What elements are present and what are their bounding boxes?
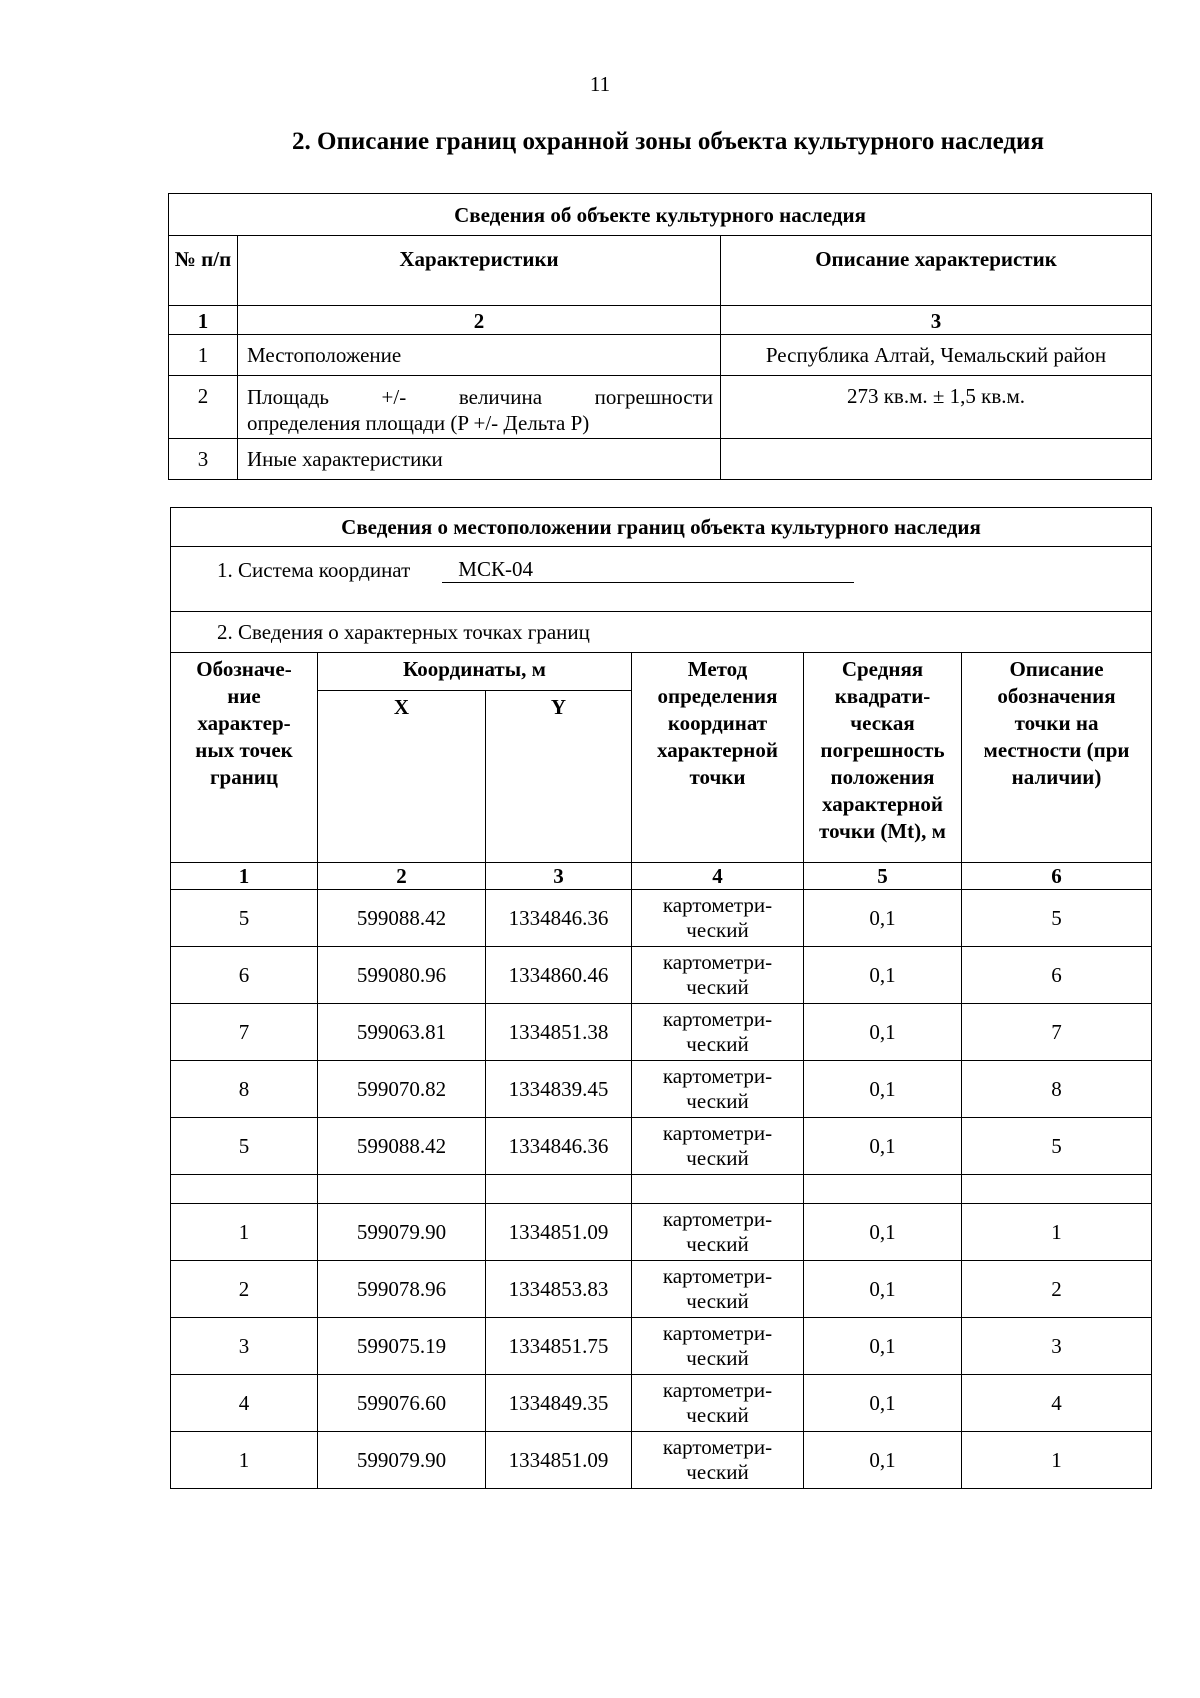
header-x: X (318, 691, 486, 863)
location-table-caption: Сведения о местоположении границ объекта культурного наследия (171, 508, 1152, 547)
error-value: 0,1 (804, 1004, 962, 1061)
coord-system-cell (171, 547, 1152, 612)
coord-system-value: МСК-04 (442, 557, 854, 583)
error-value: 0,1 (804, 1261, 962, 1318)
coord-x: 599080.96 (318, 947, 486, 1004)
characteristic-name: Местоположение (238, 335, 721, 376)
method-cell: картометри- ческий (632, 1004, 804, 1061)
row-number: 3 (169, 439, 238, 480)
points-label: 2. Сведения о характерных точках границ (171, 612, 1152, 653)
header-point-description: Описание обозначения точки на местности (при наличии) (962, 653, 1152, 863)
table-row (171, 1261, 1152, 1318)
name-word: величина (458, 385, 543, 409)
point-description: 2 (962, 1261, 1152, 1318)
method-cell: картометри- ческий (632, 1432, 804, 1489)
table-row (171, 1204, 1152, 1261)
coord-x: 599079.90 (318, 1204, 486, 1261)
characteristic-name (238, 376, 721, 439)
header-coordinates: Координаты, м (318, 653, 632, 691)
point-description: 5 (962, 1118, 1152, 1175)
object-info-table (168, 193, 1152, 480)
coord-y: 1334851.38 (486, 1004, 632, 1061)
point-id: 5 (171, 890, 318, 947)
section-heading: 2. Описание границ охранной зоны объекта культурного наследия (292, 128, 1044, 155)
coord-y: 1334846.36 (486, 1118, 632, 1175)
point-id: 4 (171, 1375, 318, 1432)
method-cell: картометри- ческий (632, 947, 804, 1004)
coord-y: 1334853.83 (486, 1261, 632, 1318)
name-line: определения площади (P +/- Дельта P) (247, 411, 590, 435)
name-word: погрешности (594, 385, 713, 409)
coord-y: 1334851.09 (486, 1204, 632, 1261)
name-word: +/- (381, 385, 407, 409)
name-word: Площадь (247, 385, 329, 409)
point-description: 5 (962, 890, 1152, 947)
method-cell: картометри- ческий (632, 1204, 804, 1261)
table-row (171, 947, 1152, 1004)
point-id: 8 (171, 1061, 318, 1118)
header-designation: Обозначе- ние характер- ных точек границ (171, 653, 318, 863)
point-id: 5 (171, 1118, 318, 1175)
point-id: 6 (171, 947, 318, 1004)
error-value: 0,1 (804, 947, 962, 1004)
coord-x: 599079.90 (318, 1432, 486, 1489)
header-characteristics: Характеристики (238, 236, 721, 306)
point-description: 6 (962, 947, 1152, 1004)
index-cell: 1 (169, 306, 238, 335)
index-cell: 2 (238, 306, 721, 335)
method-cell: картометри- ческий (632, 890, 804, 947)
characteristic-value: Республика Алтай, Чемальский район (721, 335, 1152, 376)
point-description: 1 (962, 1204, 1152, 1261)
index-cell: 2 (318, 863, 486, 890)
page-number: 11 (589, 72, 611, 96)
index-cell: 3 (721, 306, 1152, 335)
method-cell: картометри- ческий (632, 1375, 804, 1432)
index-cell: 5 (804, 863, 962, 890)
characteristic-value (721, 439, 1152, 480)
table-row (169, 439, 1152, 480)
error-value: 0,1 (804, 1375, 962, 1432)
error-value: 0,1 (804, 1432, 962, 1489)
header-method: Метод определения координат характерной точки (632, 653, 804, 863)
table-row (171, 1061, 1152, 1118)
point-description: 1 (962, 1432, 1152, 1489)
point-description: 7 (962, 1004, 1152, 1061)
index-cell: 6 (962, 863, 1152, 890)
location-table (170, 507, 1152, 1489)
header-num: № п/п (169, 236, 238, 306)
table-row (171, 1432, 1152, 1489)
characteristic-name: Иные характеристики (238, 439, 721, 480)
method-cell: картометри- ческий (632, 1318, 804, 1375)
row-number: 1 (169, 335, 238, 376)
coord-x: 599063.81 (318, 1004, 486, 1061)
coord-y: 1334839.45 (486, 1061, 632, 1118)
point-id: 7 (171, 1004, 318, 1061)
point-id: 1 (171, 1204, 318, 1261)
error-value: 0,1 (804, 1318, 962, 1375)
header-error: Средняя квадрати- ческая погрешность положения характерной точки (Mt), м (804, 653, 962, 863)
point-id: 2 (171, 1261, 318, 1318)
header-y: Y (486, 691, 632, 863)
table-row (169, 376, 1152, 439)
table-row (171, 1118, 1152, 1175)
separator-row (171, 1175, 1152, 1204)
method-cell: картометри- ческий (632, 1061, 804, 1118)
point-description: 3 (962, 1318, 1152, 1375)
error-value: 0,1 (804, 1061, 962, 1118)
index-cell: 1 (171, 863, 318, 890)
coord-x: 599070.82 (318, 1061, 486, 1118)
table-row (171, 1004, 1152, 1061)
coord-y: 1334851.09 (486, 1432, 632, 1489)
coord-y: 1334849.35 (486, 1375, 632, 1432)
table-row (171, 1318, 1152, 1375)
point-id: 1 (171, 1432, 318, 1489)
characteristic-value: 273 кв.м. ± 1,5 кв.м. (721, 376, 1152, 439)
index-cell: 4 (632, 863, 804, 890)
point-id: 3 (171, 1318, 318, 1375)
coord-x: 599078.96 (318, 1261, 486, 1318)
coord-y: 1334851.75 (486, 1318, 632, 1375)
coord-x: 599076.60 (318, 1375, 486, 1432)
method-cell: картометри- ческий (632, 1118, 804, 1175)
point-description: 8 (962, 1061, 1152, 1118)
point-description: 4 (962, 1375, 1152, 1432)
error-value: 0,1 (804, 1204, 962, 1261)
coord-system-label: 1. Система координат (217, 558, 411, 582)
row-number: 2 (169, 376, 238, 439)
table-row (171, 890, 1152, 947)
coord-x: 599075.19 (318, 1318, 486, 1375)
table-row (171, 1375, 1152, 1432)
error-value: 0,1 (804, 1118, 962, 1175)
coord-x: 599088.42 (318, 890, 486, 947)
object-table-caption: Сведения об объекте культурного наследия (169, 194, 1152, 236)
coord-y: 1334860.46 (486, 947, 632, 1004)
table-row (169, 335, 1152, 376)
header-description: Описание характеристик (721, 236, 1152, 306)
error-value: 0,1 (804, 890, 962, 947)
method-cell: картометри- ческий (632, 1261, 804, 1318)
coord-y: 1334846.36 (486, 890, 632, 947)
coord-x: 599088.42 (318, 1118, 486, 1175)
index-cell: 3 (486, 863, 632, 890)
